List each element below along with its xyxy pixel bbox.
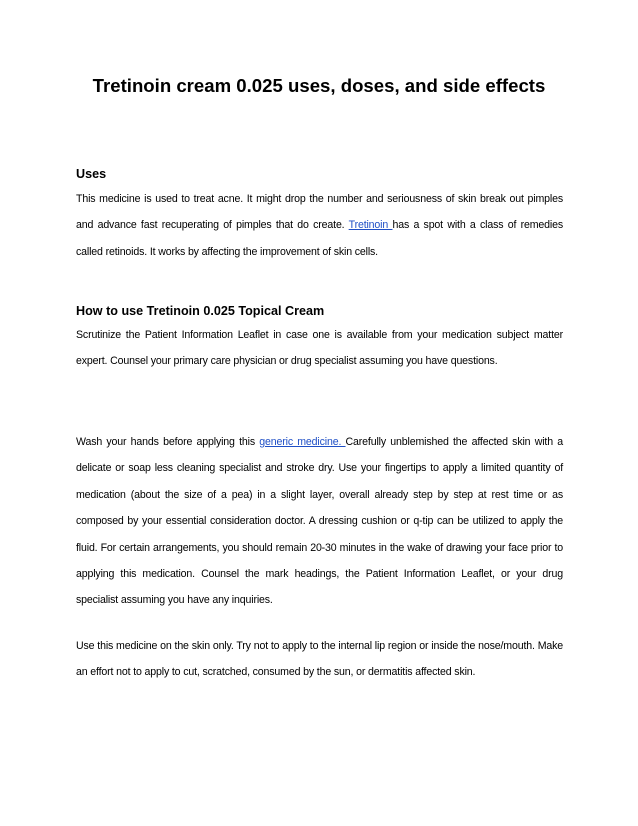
document-title: Tretinoin cream 0.025 uses, doses, and side effects: [92, 75, 546, 96]
uses-paragraph: [76, 186, 563, 265]
section-heading-how-to-use: How to use Tretinoin 0.025 Topical Cream: [76, 304, 325, 318]
tretinoin-link[interactable]: Tretinoin: [348, 219, 393, 232]
section-heading-uses: Uses: [76, 167, 107, 181]
skin-only-paragraph: Use this medicine on the skin only. Try not to apply to the internal lip region or inside the nose/mouth. Make an effort not to apply to cut, scratched, consumed by the sun, or dermatitis affected skin.: [76, 640, 563, 679]
generic-medicine-link[interactable]: generic medicine.: [259, 436, 346, 448]
application-paragraph-text-before: Wash your hands before applying this: [76, 436, 260, 448]
how-to-use-paragraph: Scrutinize the Patient Information Leaflet in case one is available from your medication subject matter expert. Counsel your primary care physician or drug specialist assuming you have questions.: [76, 329, 563, 368]
uses-paragraph-text-after: has a spot with a class of remedies called retinoids. It works by affecting the improvement of skin cells.: [76, 219, 563, 258]
application-paragraph-text-after: Carefully unblemished the affected skin with a delicate or soap less cleaning specialist and stroke dry. Use your fingertips to apply a limited quantity of medication (about the size of a pea) in a slight layer, overall already step by step at rest time or as composed by your essential consideration doctor. A dressing cushion or q-tip can be utilized to apply the fluid. For certain arrangements, you should remain 20-30 minutes in the wake of drawing your face prior to applying this medication. Counsel the mark headings, the Patient Information Leaflet, or your drug specialist assuming you have any inquiries.: [76, 436, 563, 607]
application-paragraph: [76, 429, 563, 614]
uses-paragraph-text-before: This medicine is used to treat acne. It might drop the number and seriousness of skin break out pimples and advance fast recuperating of pimples that do create.: [76, 193, 563, 232]
